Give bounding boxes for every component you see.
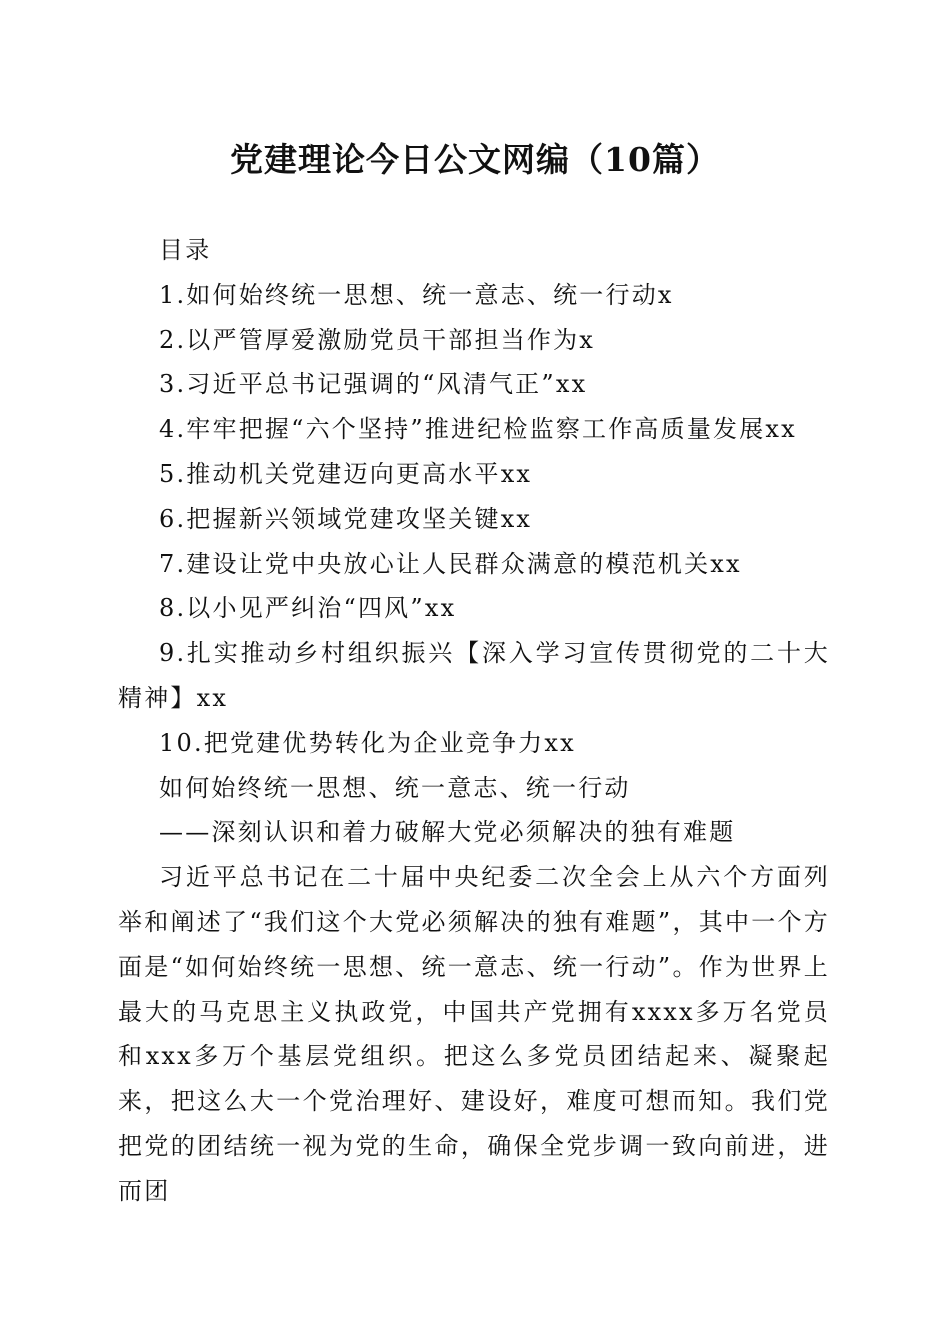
article-title: 如何始终统一思想、统一意志、统一行动	[159, 773, 631, 802]
toc-item[interactable]: 2.以严管厚爱激励党员干部担当作为x	[159, 325, 596, 354]
toc-item[interactable]: 8.以小见严纠治“四风”xx	[159, 594, 457, 623]
article-paragraph: 习近平总书记在二十届中央纪委二次全会上从六个方面列举和阐述了“我们这个大党必须解决的独有难题”，其中一个方面是“如何始终统一思想、统一意志、统一行动”。作为世界上最大的马克思主义执政党，中国共产党拥有xxxx多万名党员和xxx多万个基层党组织。把这么多党员团结起来、凝聚起来，把这么大一个党治理好、建设好，难度可想而知。我们党把党的团结统一视为党的生命，确保全党步调一致向前进，进而团	[118, 863, 830, 1205]
article-subtitle: ——深刻认识和着力破解大党必须解决的独有难题	[159, 818, 736, 847]
table-of-contents	[118, 273, 830, 766]
document-body	[118, 228, 830, 1214]
toc-item[interactable]: 10.把党建优势转化为企业竞争力xx	[159, 728, 576, 757]
toc-item[interactable]: 6.把握新兴领域党建攻坚关键xx	[159, 504, 533, 533]
toc-item[interactable]: 3.习近平总书记强调的“风清气正”xx	[159, 370, 588, 399]
toc-item[interactable]: 5.推动机关党建迈向更高水平xx	[159, 459, 533, 488]
toc-item[interactable]: 4.牢牢把握“六个坚持”推进纪检监察工作高质量发展xx	[159, 415, 797, 444]
document-title: 党建理论今日公文网编（10篇）	[230, 140, 720, 179]
toc-item[interactable]: 7.建设让党中央放心让人民群众满意的模范机关xx	[159, 549, 742, 578]
toc-heading: 目录	[159, 236, 212, 264]
toc-item[interactable]: 9.扎实推动乡村组织振兴【深入学习宣传贯彻党的二十大精神】xx	[118, 639, 830, 712]
toc-item[interactable]: 1.如何始终统一思想、统一意志、统一行动x	[159, 280, 674, 309]
